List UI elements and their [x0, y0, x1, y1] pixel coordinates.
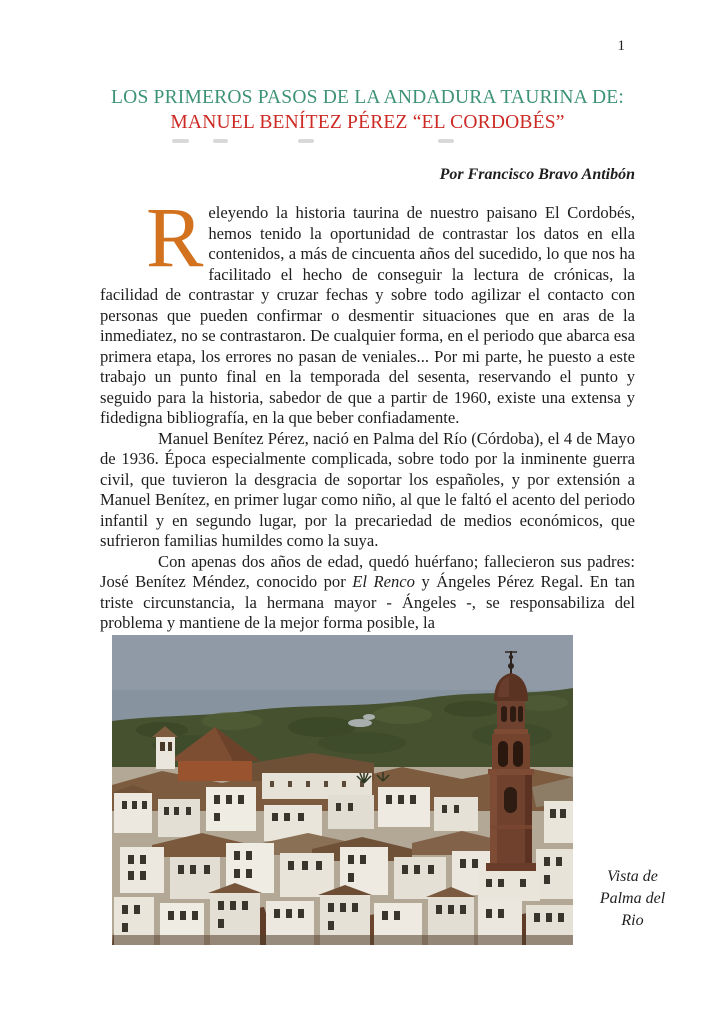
paragraph-3-end: y Ángeles Pérez Regal. En tan triste circunstancia, la hermana mayor - Ángeles -, se responsabiliza del problema y mantiene de la mejor forma posible, la: [100, 572, 635, 632]
paragraph-1: [100, 189, 635, 429]
townscape-photo: [112, 635, 573, 945]
caption-line: Rio: [621, 912, 644, 929]
caption-line: Palma del: [599, 890, 666, 907]
paragraph-3: [100, 552, 635, 634]
drop-cap: R: [146, 189, 204, 285]
nickname-el-renco: El Renco: [352, 572, 415, 591]
ghost-mark: [438, 139, 454, 143]
caption-line: Vista de: [607, 868, 658, 885]
house-tower-base: [478, 871, 540, 901]
title-line-2: MANUEL BENÍTEZ PÉREZ “EL CORDOBÉS”: [170, 111, 565, 133]
article-title: [94, 86, 641, 135]
ghost-mark: [298, 139, 314, 143]
article-body: [100, 189, 635, 634]
paragraph-3-start: Con apenas dos años de edad, quedó huérfano; fallecieron sus padres: José Benítez Méndez, conocido por: [100, 551, 635, 591]
byline: Por Francisco Bravo Antibón: [439, 166, 635, 183]
paragraph-2: Manuel Benítez Pérez, nació en Palma del Río (Córdoba), el 4 de Mayo de 1936. Época especialmente complicada, sobre todo por la inminente guerra civil, que tuvieron la desgracia de soportar los españoles, y por extensión a Manuel Benítez, en primer lugar como niño, al que le faltó el acento del periodo infantil y en segundo lugar, por la precariedad de medios económicos, que sufrieron familias humildes como la suya.: [100, 428, 635, 550]
photo-caption: [575, 866, 690, 932]
paragraph-1-text: eleyendo la historia taurina de nuestro paisano El Cordobés, hemos tenido la oportunidad de contrastar los datos en ella contenidos, a más de cincuenta años del sucedido, lo que nos ha facilitado el hecho de conseguir la lectura de crónicas, la facilidad de contrastar y cruzar fechas y sobre todo agilizar el contacto con personas que pueden confirmar o desmentir situaciones que en aras de la inmediatez, no se contrastaron. De cualquier forma, en el periodo que abarca esa primera etapa, los errores no pasan de veniales... Por mi parte, he puesto a este trabajo un punto final en la temporada del sesenta, reservando el punto y seguido para la historia, sabedor de que a partir de 1960, existe una extensa y fidedigna bibliografía, en la que beber confiadamente.: [100, 203, 635, 427]
title-line-1: LOS PRIMEROS PASOS DE LA ANDADURA TAURINA DE:: [111, 87, 624, 108]
ghost-mark: [172, 139, 189, 143]
ghost-mark: [213, 139, 228, 143]
page-number: 1: [617, 38, 625, 54]
photo-palma-del-rio: [112, 635, 573, 945]
